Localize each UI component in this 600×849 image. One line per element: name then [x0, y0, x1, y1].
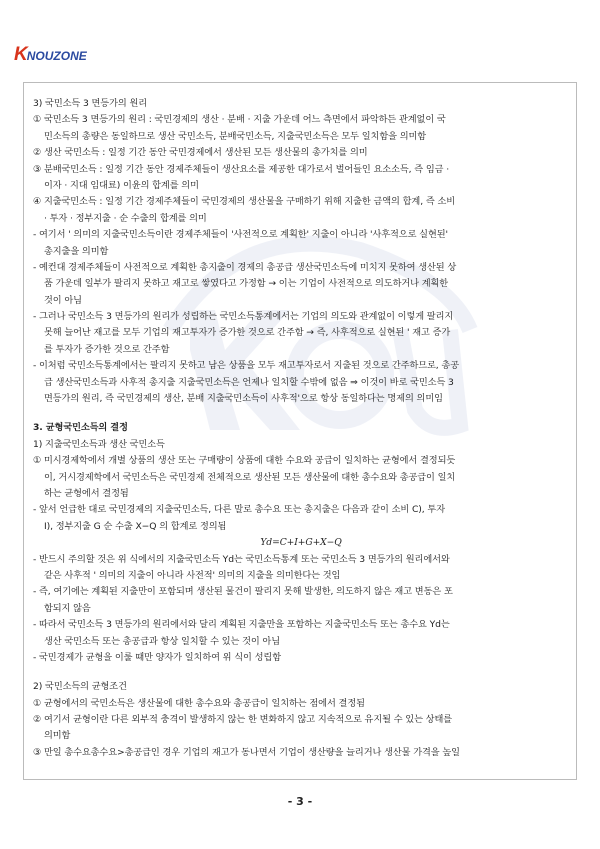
- text-line: - 따라서 국민소득 3 면등가의 원리에서와 달리 계획된 지출만을 포함하는 지출국민소득 또는 총수요 Yd는: [33, 619, 450, 631]
- text-line: 이자 · 지대 임대료) 이윤의 합계를 의미: [44, 179, 199, 191]
- text-line: - 그러나 국민소득 3 면등가의 원리가 성립하는 국민소득통계에서는 기업의 의도와 관계없이 이렇게 팔리지: [33, 311, 454, 323]
- text-line: - 국민경제가 균형을 이룰 때만 양자가 일치하여 위 식이 성립함: [33, 651, 281, 663]
- text-line: 못해 늘어난 재고를 모두 기업의 재고투자가 증가한 것으로 간주함 → 즉, 사후적으로 실현된 ' 재고 증가: [44, 327, 451, 339]
- text-line: - 반드시 주의할 것은 위 식에서의 지출국민소득 Yd는 국민소득통계 또는 국민소득 3 면등가의 원리에서와: [33, 553, 450, 565]
- logo-letter-k: K: [14, 44, 27, 65]
- text-line: ② 여기서 균형이란 다른 외부적 충격이 발생하지 않는 한 변화하지 않고 지속적으로 유지될 수 있는 상태를: [33, 714, 452, 726]
- text-line: 1) 지출국민소득과 생산 국민소득: [33, 438, 165, 450]
- page-number: - 3 -: [287, 795, 313, 808]
- logo-text: NOUZONE: [26, 49, 87, 63]
- text-line: - 여기서 ' 의미의 지출국민소득이란 경제주체들이 '사전적으로 계획한' 지출이 아니라 '사후적으로 실현된': [33, 229, 448, 241]
- text-line: ④ 지출국민소득 : 일정 기간 경제주체들이 국민경제의 생산물을 구매하기 위해 지출한 금액의 합계, 즉 소비: [33, 196, 455, 208]
- text-line: ③ 분배국민소득 : 일정 기간 동안 경제주체들이 생산요소를 제공한 대가로서 벌어들인 요소소득, 즉 임금 ·: [33, 163, 450, 175]
- paragraph-spacer: [33, 666, 569, 679]
- paragraph-spacer: [33, 407, 569, 420]
- formula-line: Yd=C+I+G+X−Q: [260, 537, 342, 549]
- text-line: 민소득의 총량은 동일하므로 생산 국민소득, 분배국민소득, 지출국민소득은 모두 일치함을 의미함: [44, 130, 427, 142]
- text-line: 면등가의 원리, 즉 국민경제의 생산, 분배 지출국민소득이 사후적'으로 항상 동일하다는 명제의 의미임: [44, 393, 443, 405]
- text-line: - 이처럼 국민소득통계에서는 팔리지 못하고 남은 상품을 모두 재고투자로서 지출된 것으로 간주하므로, 총공: [33, 360, 459, 372]
- text-line: 생산 국민소득 또는 총공급과 항상 일치할 수 있는 것이 아님: [44, 635, 280, 647]
- text-line: 것이 아님: [44, 294, 82, 306]
- text-line: - 예컨대 경제주체들이 사전적으로 계획한 총지출이 경제의 총공급 생산국민소득에 미치지 못하여 생산된 상: [33, 261, 457, 273]
- text-line: 의미함: [44, 730, 71, 742]
- text-line: 함되지 않음: [44, 602, 91, 614]
- text-line: I), 정부지출 G 순 수출 X−Q 의 합계로 정의됨: [44, 520, 227, 532]
- text-line: 총지출을 의미함: [44, 245, 109, 257]
- text-line: 급 생산국민소득과 사후적 총지출 지출국민소득은 언제나 일치할 수밖에 없음 ⇒ 이것이 바로 국민소득 3: [44, 376, 454, 388]
- text-line: - 즉, 여기에는 계획된 지출만이 포함되며 생산된 물건이 팔리지 못해 발생한, 의도하지 않은 재고 변동은 포: [33, 586, 453, 598]
- knouzone-logo: [14, 44, 87, 64]
- text-line: 품 가운데 일부가 팔리지 못하고 재고로 쌓였다고 가정함 → 이는 기업이 사전적으로 의도하거나 계획한: [44, 278, 449, 290]
- text-line: 3) 국민소득 3 면등가의 원리: [33, 98, 148, 109]
- text-line: ③ 만일 총수요총수요>총공급인 경우 기업의 재고가 동나면서 기업이 생산량을 늘리거나 생산물 가격을 높일: [33, 746, 460, 758]
- text-line: ① 균형에서의 국민소득은 생산물에 대한 총수요와 총공급이 일치하는 점에서 결정됨: [33, 697, 365, 709]
- document-body: [33, 96, 569, 761]
- text-line: - 앞서 언급한 대로 국민경제의 지출국민소득, 다른 말로 총수요 또는 총지출은 다음과 같이 소비 C), 투자: [33, 504, 445, 516]
- text-line: 이, 거시경제학에서 국민소득은 국민경제 전체적으로 생산된 모든 생산물에 대한 총수요와 총공급이 일치: [44, 471, 456, 483]
- text-line: 같은 사후적 ' 의미의 지출이 아니라 사전적' 의미의 지출을 의미한다는 것임: [44, 569, 341, 581]
- text-line: 하는 균형에서 결정됨: [44, 487, 129, 499]
- text-line: ① 국민소득 3 면등가의 원리 : 국민경제의 생산 · 분배 · 지출 가운데 어느 측면에서 파악하든 관계없이 국: [33, 114, 446, 126]
- text-line: ① 미시경제학에서 개별 상품의 생산 또는 구매량이 상품에 대한 수요와 공급이 일치하는 균형에서 결정되듯: [33, 455, 456, 467]
- text-line: ② 생산 국민소득 : 일정 기간 동안 국민경제에서 생산된 모든 생산물의 총가치를 의미: [33, 147, 368, 159]
- section-heading: 3. 균형국민소득의 결정: [33, 422, 128, 434]
- text-line: 를 투자가 증가한 것으로 간주함: [44, 343, 170, 355]
- text-line: 2) 국민소득의 균형조건: [33, 681, 127, 693]
- text-line: · 투자 · 정부지출 · 순 수출의 합계를 의미: [44, 212, 207, 224]
